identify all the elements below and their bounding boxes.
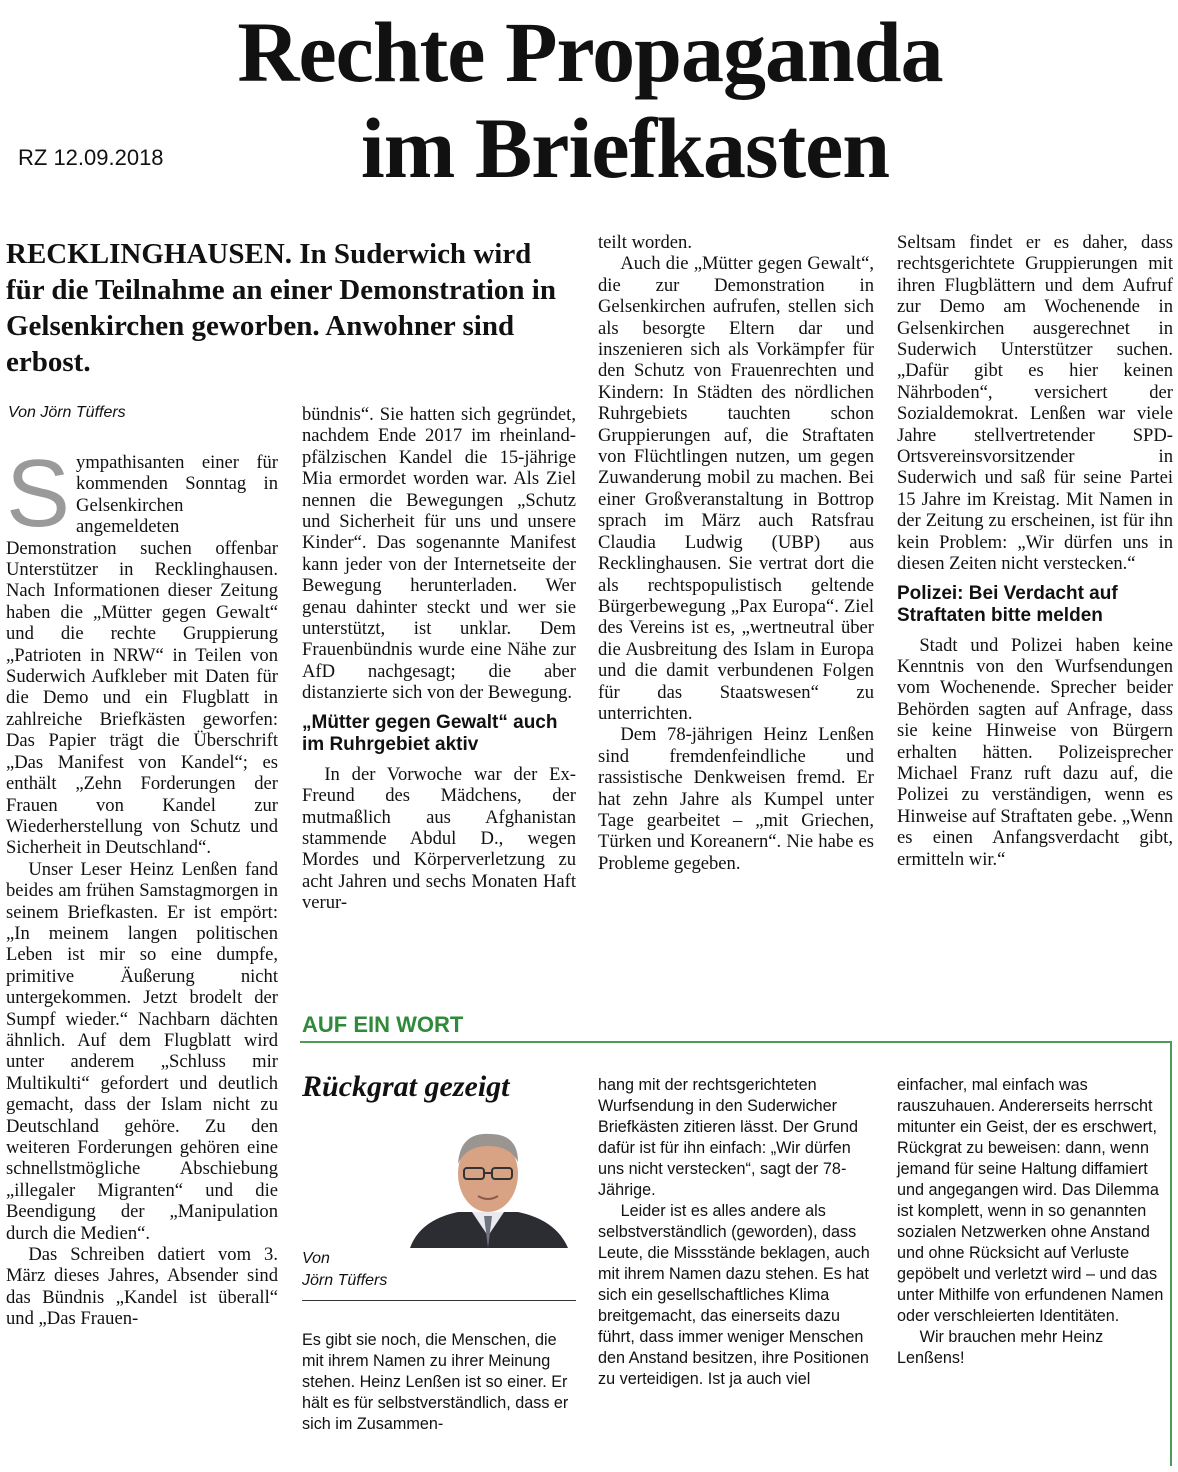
paragraph: Wir brauchen mehr Heinz Lenßens!	[897, 1328, 1104, 1367]
commentary-byline-name: Jörn Tüffers	[302, 1272, 388, 1289]
paragraph: hang mit der rechtsgerichteten Wurfsendung in den Suderwicher Briefkästen zitieren lässt. Der Grund dafür ist für ihn einfach: „Wir dürfen uns nicht verstecken“, sagt der 78-Jährige.	[598, 1076, 859, 1199]
drop-cap: S	[6, 440, 71, 547]
subheading: „Mütter gegen Gewalt“ auch im Ruhrgebiet aktiv	[302, 711, 558, 755]
commentary-title: Rückgrat gezeigt	[302, 1070, 510, 1103]
paragraph: teilt worden.	[598, 232, 692, 253]
paragraph: Auch die „Mütter gegen Gewalt“, die zur Demonstration in Gelsenkirchen aufrufen, stellen sich als besorgte Eltern dar und inszenieren sich als Vorkämpfer für den Schutz von Frauenrechten und Kindern: In Städten des nördlichen Ruhrgebiets tauchten schon Gruppierungen auf, die Straftaten von Flüchtlingen nutzen, um gegen Zuwanderung mobil zu machen. Bei einer Großveranstaltung in Bottrop sprach im März auch Ratsfrau Claudia Ludwig (UBP) aus Recklinghausen. Sie vertrat dort die als rechtspopulistisch geltende Bürgerbewegung „Pax Europa“. Ziel des Vereins ist es, „wertneutral über die Ausbreitung des Islam in Europa und die damit verbundenen Folgen für das Staatswesen“ zu unterrichten.	[598, 253, 874, 724]
source-date: RZ 12.09.2018	[18, 145, 164, 170]
article-column-3	[598, 232, 874, 874]
paragraph	[6, 440, 278, 859]
article-column-1	[6, 440, 278, 1330]
lead-paragraph: RECKLINGHAUSEN. In Suderwich wird für die Teilnahme an einer Demonstration in Gelsenkirchen geworben. Anwohner sind erbost.	[6, 238, 556, 378]
commentary-kicker: AUF EIN WORT	[302, 1012, 464, 1037]
commentary-side-rule	[1170, 1041, 1172, 1466]
commentary-top-rule	[300, 1041, 1172, 1043]
author-photo	[400, 1124, 576, 1248]
author-portrait-image	[400, 1124, 576, 1248]
paragraph: Seltsam findet er es daher, dass rechtsgerichtete Gruppierungen mit ihren Flugblättern und dem Aufruf zur Demo am Wochenende in Gelsenkirchen ausgerechnet in Suderwich Unterstützer suchen. „Dafür gibt es hier keinen Nährboden“, versichert der Sozialdemokrat. Lenßen war viele Jahre stellvertretender SPD-Ortsvereinsvorsitzender in Suderwich und saß für seine Partei 15 Jahre im Kreistag. Mit Namen in der Zeitung zu erscheinen, ist für ihn kein Problem: „Wir dürfen uns in diesen Zeiten nicht verstecken.“	[897, 232, 1173, 575]
paragraph: Unser Leser Heinz Lenßen fand beides am frühen Samstagmorgen in seinem Briefkasten. Er ist empört: „In meinem langen politischen Leben ist mir so eine dumpfe, primitive Äußerung nicht untergekommen. Jetzt brodelt der Sumpf wieder.“ Nachbarn dächten ähnlich. Auf dem Flugblatt wird unter anderem „Schluss mir Multikulti“ gefordert und deutlich gemacht, dass der Islam nicht zu Deutschland gehöre. Zu den weiteren Forderungen gehören eine schnellstmögliche Abschiebung „illegaler Migranten“ und die Beendigung der „Manipulation durch die Medien“.	[6, 858, 278, 1244]
article-column-2	[302, 404, 576, 914]
paragraph: Stadt und Polizei haben keine Kenntnis von den Wurfsendungen vom Wochenende. Sprecher beider Behörden sagten auf Anfrage, dass sie keine Hinweise von Bürgern erhalten hätten. Polizeisprecher Michael Franz ruft dazu auf, die Polizei zu verständigen, wenn es Hinweise auf Straftaten gebe. „Wenn es einen Anfangsverdacht gibt, ermitteln wir.“	[897, 634, 1173, 870]
commentary-column-2	[598, 1075, 870, 1390]
byline-rule	[302, 1300, 576, 1301]
paragraph: einfacher, mal einfach was rauszuhauen. Andererseits herrscht mitunter ein Geist, der es erschwert, Rückgrat zu beweisen: dann, wenn jemand für seine Haltung diffamiert und angegangen wird. Das Dilemma ist komplett, wenn in so genannten sozialen Netzwerken ohne Anstand und ohne Rücksicht auf Verluste gepöbelt und verletzt wird – und das unter Mithilfe von erfundenen Namen oder verschleierten Identitäten.	[897, 1076, 1164, 1325]
byline: Von Jörn Tüffers	[8, 404, 126, 421]
headline	[150, 4, 1030, 196]
paragraph-text: ympathisanten einer für kommenden Sonntag in Gelsenkirchen angemeldeten Demonstration suchen offenbar Unterstützer in Recklinghausen. Nach Informationen dieser Zeitung haben die „Mütter gegen Gewalt“ und die rechte Gruppierung „Patrioten in NRW“ in Teilen von Suderwich Aufkleber mit Daten für die Demo und ein Flugblatt in zahlreiche Briefkästen geworfen: Das Papier trägt die Überschrift „Das Manifest von Kandel“; es enthält „Zehn Forderungen der Frauen von Kandel zur Wiederherstellung von Schutz und Sicherheit in Deutschland“.	[6, 452, 278, 859]
paragraph: Leider ist es alles andere als selbstverständlich (geworden), dass Leute, die Missstände beklagen, auch mit ihrem Namen dazu stehen. Es hat sich ein gesellschaftliches Klima breitgemacht, das einerseits dazu führt, dass immer weniger Menschen den Anstand besitzen, ihre Positionen zu verteidigen. Ist ja auch viel	[598, 1202, 870, 1388]
paragraph: Dem 78-jährigen Heinz Lenßen sind fremdenfeindliche und rassistische Denkweisen fremd. Er hat zehn Jahre als Kumpel unter Tage gearbeitet – „mit Griechen, Türken und Koreanern“. Nie habe es Probleme gegeben.	[598, 724, 874, 874]
paragraph: bündnis“. Sie hatten sich gegründet, nachdem Ende 2017 im rheinland-pfälzischen Kandel die 15-jährige Mia ermordet worden war. Als Ziel nennen die Bewegungen „Schutz und Sicherheit für uns und unsere Kinder“. Das sogenannte Manifest kann jeder von der Internetseite der Bewegung herunterladen. Wer genau dahinter steckt und wer sie unterstützt, ist unklar. Dem Frauenbündnis wurde eine Nähe zur AfD nachgesagt; die aber distanzierte sich von der Bewegung.	[302, 404, 576, 704]
commentary-column-3	[897, 1075, 1169, 1369]
headline-line-2: im Briefkasten	[360, 100, 890, 196]
subheading: Polizei: Bei Verdacht auf Straftaten bitte melden	[897, 582, 1118, 626]
commentary-byline-von: Von	[302, 1250, 330, 1267]
headline-line-1: Rechte Propaganda	[237, 4, 943, 100]
commentary-byline	[302, 1248, 387, 1292]
commentary-column-1	[302, 1330, 574, 1435]
article-column-4	[897, 232, 1173, 870]
paragraph: Das Schreiben datiert vom 3. März dieses Jahres, Absender sind das Bündnis „Kandel ist überall“ und „Das Frauen-	[6, 1244, 278, 1330]
paragraph: In der Vorwoche war der Ex-Freund des Mädchens, der mutmaßlich aus Afghanistan stammende Abdul D., wegen Mordes und Körperverletzung zu acht Jahren und sechs Monaten Haft verur-	[302, 763, 576, 914]
paragraph: Es gibt sie noch, die Menschen, die mit ihrem Namen zu ihrer Meinung stehen. Heinz Lenßen ist so einer. Er hält es für selbstverständlich, dass er sich im Zusammen-	[302, 1331, 569, 1433]
